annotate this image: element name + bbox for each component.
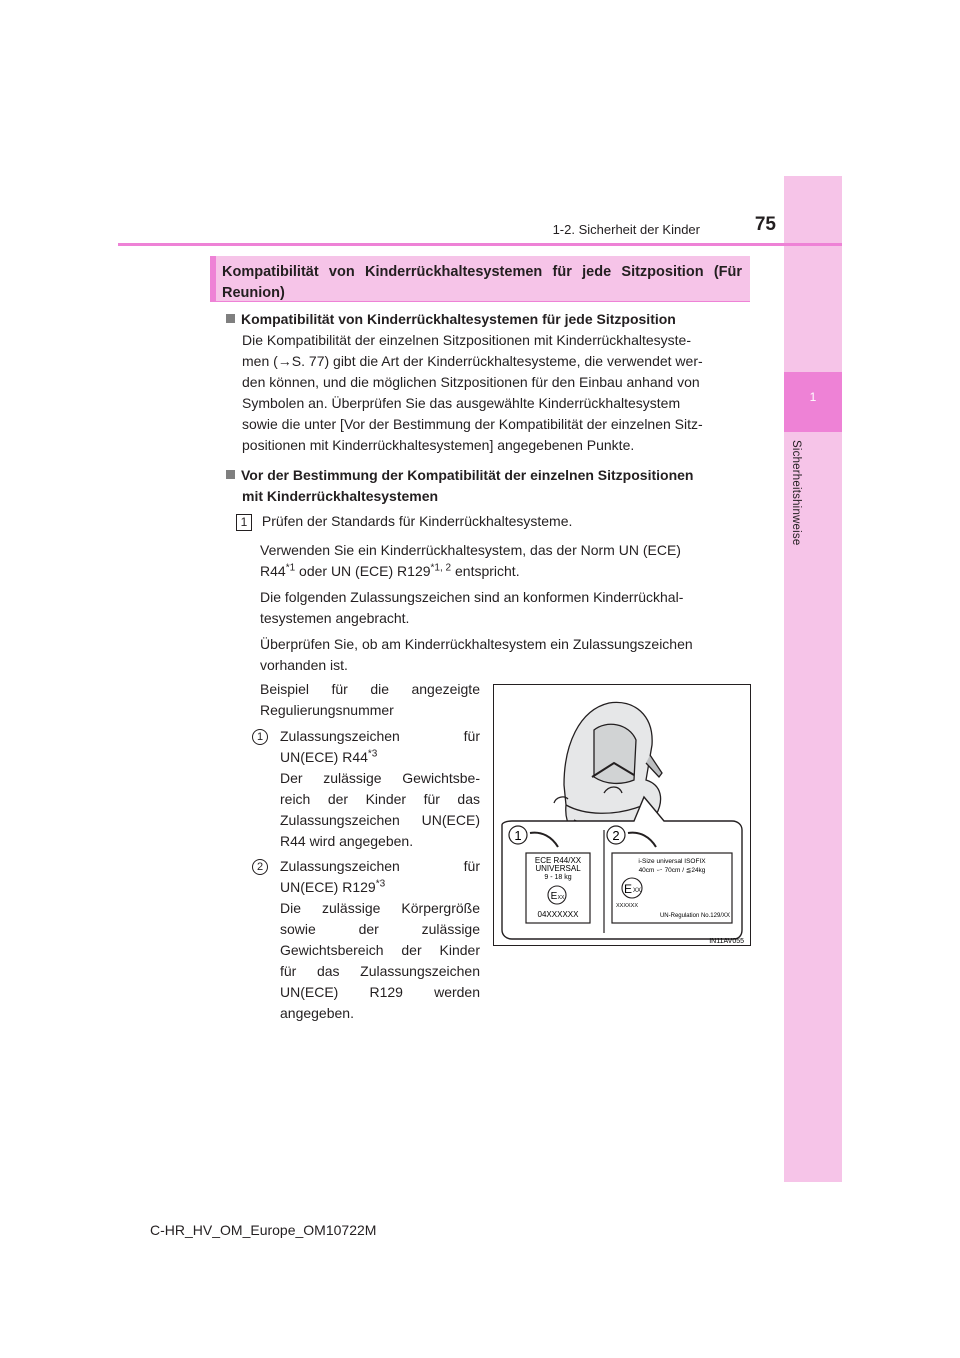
- circled-number: 1: [252, 729, 268, 745]
- label2-e-mark: E: [623, 882, 633, 896]
- figure-id: IN11AV055: [709, 938, 744, 945]
- bullet-square-icon: [226, 314, 235, 323]
- chapter-label: Sicherheitshinweise: [790, 440, 802, 546]
- example-line2: Regulierungsnummer: [260, 702, 394, 718]
- section-title: 1-2. Sicherheit der Kinder: [552, 222, 700, 237]
- label2-line2: 40cm ー 70cm / ≦24kg: [638, 867, 706, 874]
- label1-line2: UNIVERSAL: [535, 864, 581, 873]
- p2-line2: tesystemen angebracht.: [260, 610, 410, 626]
- item1-number: [252, 727, 268, 745]
- p1-line2: R44$^{*1}$ oder UN (ECE) R129$^{*1, 2}$ entspricht.: [260, 562, 520, 579]
- step-number-box: 1: [236, 514, 252, 531]
- label1-line3: 9 - 18 kg: [544, 874, 572, 881]
- chapter-number: 1: [809, 390, 817, 404]
- section1-line: Symbolen an. Überprüfen Sie das ausgewählte Kinderrückhaltesystem: [242, 395, 681, 411]
- p2-line1: Die folgenden Zulassungszeichen sind an konformen Kinderrückhal-: [260, 589, 684, 605]
- page-number: 75: [754, 214, 776, 235]
- step-text: Prüfen der Standards für Kinderrückhaltesysteme.: [261, 513, 573, 529]
- item2-number: [252, 857, 268, 875]
- example-column: [260, 679, 480, 726]
- label1-line1: ECE R44/XX: [534, 856, 582, 865]
- label2-regulation: UN-Regulation No.129/XX: [659, 913, 730, 919]
- section2-title: Vor der Bestimmung der Kompatibilität der einzelnen Sitzpositionen mit Kinderrückhaltesystemen: [226, 465, 746, 507]
- bullet-square-icon: [226, 470, 235, 479]
- label2-e-mark-sub: XX: [632, 888, 642, 894]
- footer-document-code: C-HR_HV_OM_Europe_OM10722M: [150, 1222, 377, 1238]
- callout-1: 1: [514, 828, 522, 843]
- section1-body: [242, 330, 744, 456]
- item2-text: Zulassungszeichen für UN(ECE) R129$^{*3}$ Die zulässige Körpergröße sowie der zulässige Gewichtsbereich der Kinder für das Zulassungszeichen UN(ECE) R129 werden angegeben.: [280, 858, 480, 1021]
- label1-e-mark-sub: XX: [557, 895, 565, 901]
- step-1: [236, 511, 572, 532]
- section1-line: Die Kompatibilität der einzelnen Sitzpositionen mit Kinderrückhaltesyste-: [242, 332, 691, 348]
- section1-line: sowie die unter [Vor der Bestimmung der Kompatibilität der einzelnen Sitz-: [242, 416, 703, 432]
- p1-line1: Verwenden Sie ein Kinderrückhaltesystem, das der Norm UN (ECE): [260, 542, 681, 558]
- heading-accent-bar: [210, 256, 216, 302]
- section2-paragraphs: [260, 540, 744, 676]
- label1-e-mark: E: [550, 891, 558, 902]
- item1-text: Zulassungszeichen für UN(ECE) R44$^{*3}$ Der zulässige Gewichtsbe- reich der Kinder für das Zulassungszeichen UN(ECE) R44 wird angegeben.: [280, 728, 480, 849]
- example-line1: Beispiel für die angezeigte: [260, 681, 480, 697]
- section1-line: den können, und die möglichen Sitzpositionen für den Einbau anhand von: [242, 374, 700, 390]
- label1-code: 04XXXXXX: [537, 910, 579, 919]
- section1-line: positionen mit Kinderrückhaltesystemen] angegebenen Punkte.: [242, 437, 635, 453]
- approval-label-figure: [493, 684, 751, 946]
- heading-title: Kompatibilität von Kinderrückhaltesystemen für jede Sitzposition (Für Reunion): [222, 264, 742, 301]
- section1-line: men (→S. 77) gibt die Art der Kinderrückhaltesysteme, die verwendet wer-: [242, 353, 703, 369]
- label2-line1: i-Size universal ISOFIX: [638, 858, 706, 865]
- header-rule: [118, 243, 842, 246]
- child-seat-illustration: [494, 685, 750, 945]
- section1-title: Kompatibilität von Kinderrückhaltesystemen für jede Sitzposition: [226, 309, 676, 330]
- callout-2: 2: [612, 828, 620, 843]
- side-tab: [784, 176, 842, 1182]
- p3-line2: vorhanden ist.: [260, 657, 348, 673]
- circled-number: 2: [252, 859, 268, 875]
- p3-line1: Überprüfen Sie, ob am Kinderrückhaltesystem ein Zulassungszeichen: [260, 636, 693, 652]
- label2-code: XXXXXX: [616, 903, 639, 909]
